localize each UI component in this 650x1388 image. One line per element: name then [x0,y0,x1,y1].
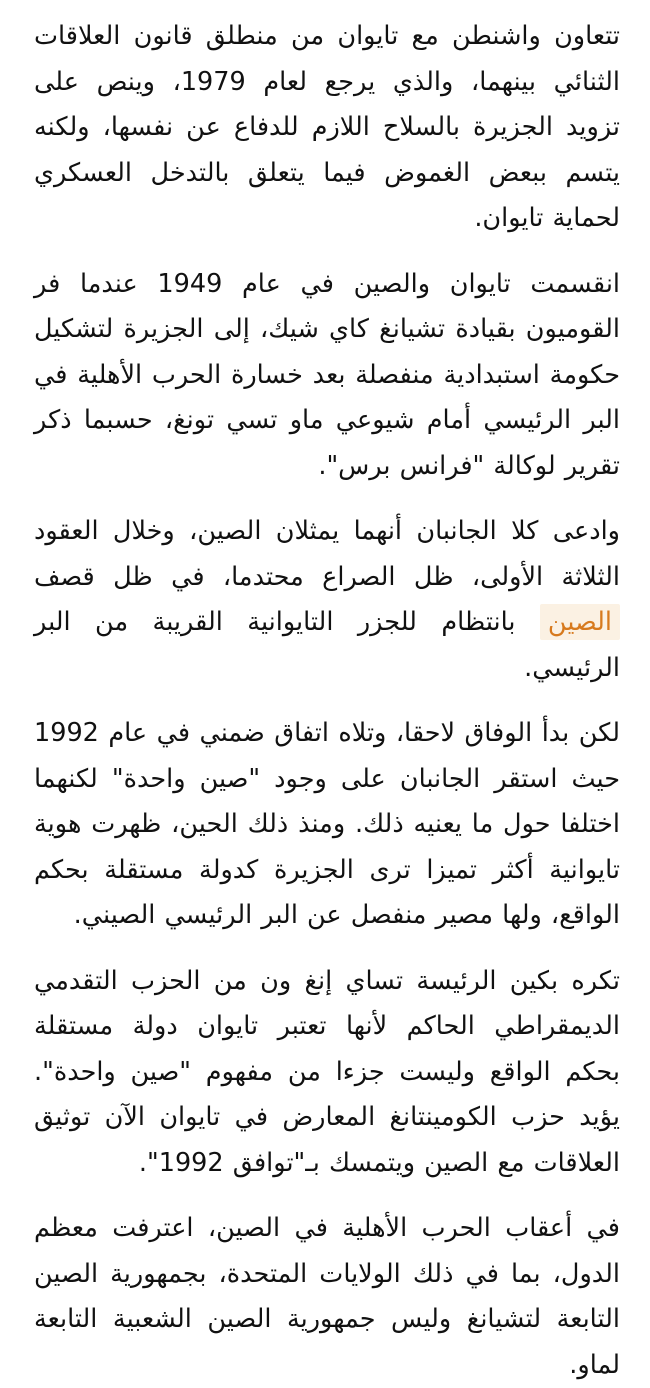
paragraph-2: انقسمت تايوان والصين في عام 1949 عندما فر القوميون بقيادة تشيانغ كاي شيك، إلى الجزيرة لتشكيل حكومة استبدادية منفصلة بعد خسارة الحرب الأهلية في البر الرئيسي أمام شيوعي ماو تسي تونغ، حسبما ذكر تقرير لوكالة "فرانس برس". [34,268,620,481]
paragraph-3-text-before: وادعى كلا الجانبان أنهما يمثلان الصين، وخلال العقود الثلاثة الأولى، ظل الصراع محتدما، في ظل قصف [34,516,620,592]
china-link[interactable]: الصين [540,604,620,640]
paragraph-5: تكره بكين الرئيسة تساي إنغ ون من الحزب التقدمي الديمقراطي الحاكم لأنها تعتبر تايوان دولة مستقلة بحكم الواقع وليست جزءا من مفهوم "صين واحدة". يؤيد حزب الكومينتانغ المعارض في تايوان الآن توثيق العلاقات مع الصين ويتمسك بـ"توافق 1992". [34,965,620,1178]
paragraph-1: تتعاون واشنطن مع تايوان من منطلق قانون العلاقات الثنائي بينهما، والذي يرجع لعام 1979، وينص على تزويد الجزيرة بالسلاح اللازم للدفاع عن نفسها، ولكنه يتسم ببعض الغموض فيما يتعلق بالتدخل العسكري لحماية تايوان. [34,21,620,233]
paragraph-6: في أعقاب الحرب الأهلية في الصين، اعترفت معظم الدول، بما في ذلك الولايات المتحدة، بجمهورية الصين التابعة لتشيانغ وليس جمهورية الصين الشعبية التابعة لماو. [34,1213,620,1380]
paragraph-3 [34,509,620,691]
paragraph-3-text-after: بانتظام للجزر التايوانية القريبة من البر الرئيسي. [34,607,620,683]
paragraph-4: لكن بدأ الوفاق لاحقا، وتلاه اتفاق ضمني في عام 1992 حيث استقر الجانبان على وجود "صين واحدة" لكنهما اختلفا حول ما يعنيه ذلك. ومنذ ذلك الحين، ظهرت هوية تايوانية أكثر تميزا ترى الجزيرة كدولة مستقلة بحكم الواقع، ولها مصير منفصل عن البر الرئيسي الصيني. [34,718,620,930]
